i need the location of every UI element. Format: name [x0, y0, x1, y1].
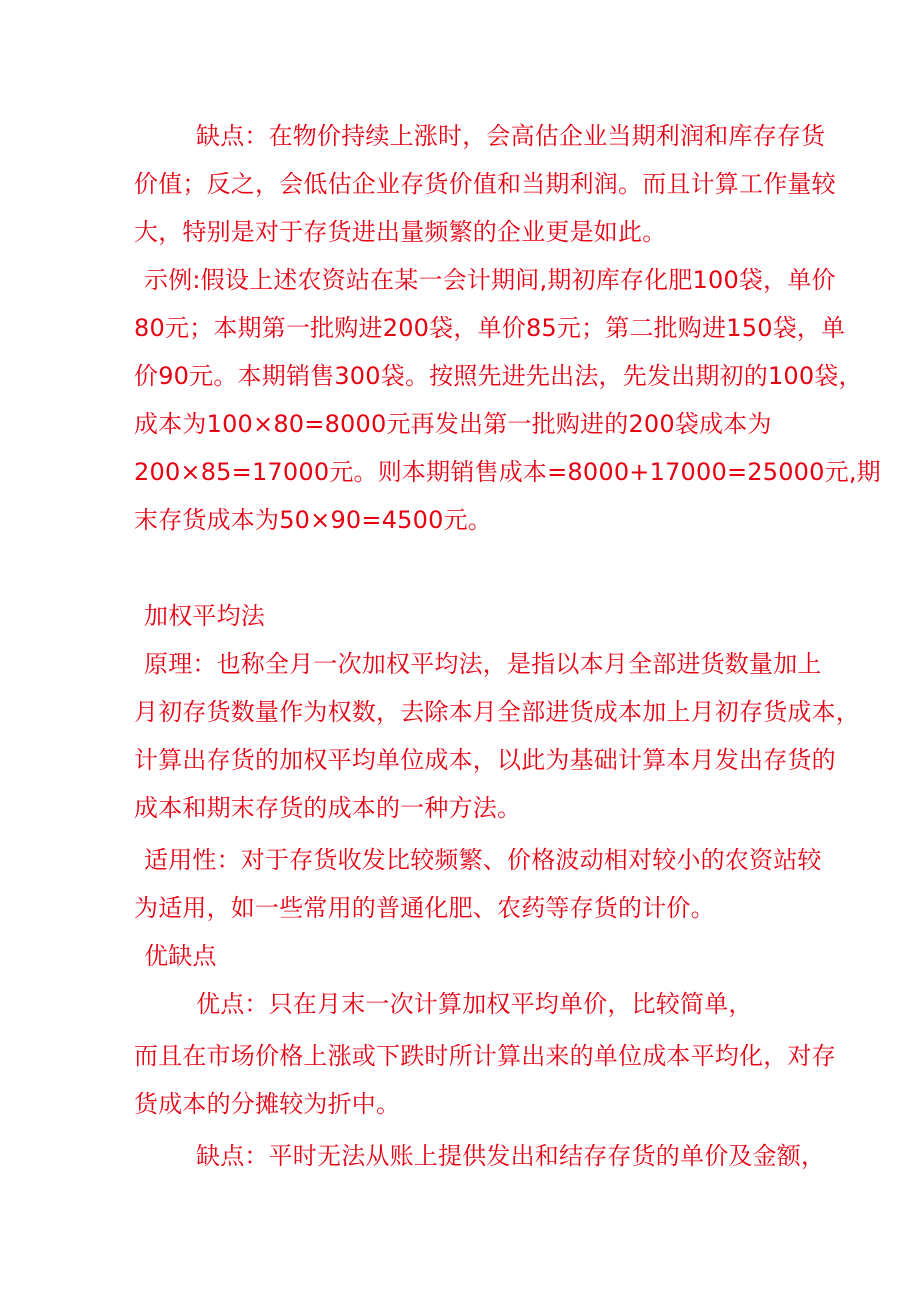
text-line: 200×85=17000元。则本期销售成本=8000+17000=25000元,期	[134, 458, 881, 486]
text-line: 货成本的分摊较为折中。	[134, 1090, 401, 1118]
text-line: 计算出存货的加权平均单位成本，以此为基础计算本月发出存货的	[134, 746, 836, 774]
text-line: 优点：只在月末一次计算加权平均单价，比较简单，	[196, 990, 753, 1018]
text-line: 为适用，如一些常用的普通化肥、农药等存货的计价。	[134, 894, 715, 922]
text-line: 适用性：对于存货收发比较频繁、价格波动相对较小的农资站较	[144, 846, 822, 874]
text-line: 价值；反之，会低估企业存货价值和当期利润。而且计算工作量较	[134, 170, 836, 198]
text-line: 月初存货数量作为权数，去除本月全部进货成本加上月初存货成本，	[134, 698, 860, 726]
text-line: 成本为100×80=8000元再发出第一批购进的200袋成本为	[134, 410, 772, 438]
text-line: 大，特别是对于存货进出量频繁的企业更是如此。	[134, 218, 667, 246]
text-line: 示例:假设上述农资站在某一会计期间,期初库存化肥100袋，单价	[144, 266, 836, 294]
text-line: 成本和期末存货的成本的一种方法。	[134, 794, 522, 822]
text-line: 末存货成本为50×90=4500元。	[134, 506, 492, 534]
section-heading: 优缺点	[144, 942, 217, 970]
text-line: 缺点：在物价持续上涨时，会高估企业当期利润和库存存货	[196, 122, 826, 150]
text-line: 缺点：平时无法从账上提供发出和结存存货的单价及金额，	[196, 1142, 826, 1170]
text-line: 80元；本期第一批购进200袋，单价85元；第二批购进150袋，单	[134, 314, 846, 342]
text-line: 原理：也称全月一次加权平均法，是指以本月全部进货数量加上	[144, 650, 822, 678]
section-heading: 加权平均法	[144, 602, 265, 630]
text-line: 价90元。本期销售300袋。按照先进先出法，先发出期初的100袋，	[134, 362, 863, 390]
text-line: 而且在市场价格上涨或下跌时所计算出来的单位成本平均化，对存	[134, 1042, 836, 1070]
